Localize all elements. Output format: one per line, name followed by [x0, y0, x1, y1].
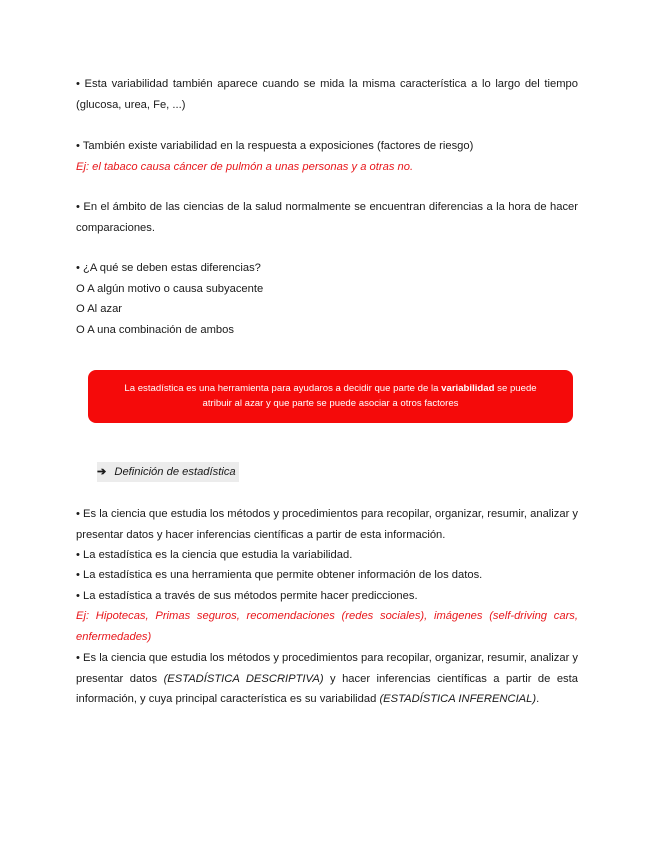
bullet5-text-1: • Es la ciencia que estudia los métodos y procedimientos para recopilar, organizar, resumir, analizar y presentar datos	[76, 652, 579, 685]
paragraph-exposure-variability	[76, 136, 578, 177]
question-option-3: O A una combinación de ambos	[76, 323, 234, 336]
paragraph-variability-time: • Esta variabilidad también aparece cuando se mida la misma característica a lo largo del tiempo (glucosa, urea, Fe, ...)	[76, 78, 578, 111]
question-list	[76, 258, 578, 340]
section-heading-text: Definición de estadística	[114, 466, 236, 478]
definition-example: Ej: Hipotecas, Primas seguros, recomendaciones (redes sociales), imágenes (self-driving cars, enfermedades)	[76, 610, 578, 643]
bullet5-text-2: y hacer inferencias científicas a partir de esta información, y cuya principal característica es su variabilidad	[76, 672, 578, 706]
bullet5-end: .	[536, 693, 540, 706]
definition-bullet-4: • La estadística a través de sus métodos permite hacer predicciones.	[76, 590, 418, 602]
exposure-text: • También existe variabilidad en la respuesta a exposiciones (factores de riesgo)	[76, 140, 474, 152]
callout-text-after: se puede atribuir al azar y que parte se puede asociar a otros factores	[202, 383, 537, 409]
example-tobacco: Ej: el tabaco causa cáncer de pulmón a unas personas y a otras no.	[76, 160, 414, 173]
paragraph-health-sciences: • En el ámbito de las ciencias de la salud normalmente se encuentran diferencias a la hora de hacer comparaciones.	[76, 201, 578, 234]
section-heading	[97, 462, 239, 482]
callout-text-before: La estadística es una herramienta para ayudaros a decidir que parte de la	[124, 383, 442, 394]
question-option-1: O A algún motivo o causa subyacente	[76, 282, 264, 295]
definition-bullet-5	[76, 648, 578, 710]
callout-bold-variabilidad: variabilidad	[441, 383, 495, 394]
arrow-right-icon: ➔	[97, 466, 107, 478]
question-option-2: O Al azar	[76, 303, 123, 316]
bullet5-inferencial: (ESTADÍSTICA INFERENCIAL)	[379, 693, 537, 706]
callout-text	[118, 382, 543, 411]
bullet5-descriptiva: (ESTADÍSTICA DESCRIPTIVA)	[163, 672, 324, 685]
question-title: • ¿A qué se deben estas diferencias?	[76, 262, 261, 274]
definition-bullet-2: • La estadística es la ciencia que estudia la variabilidad.	[76, 549, 353, 561]
definition-bullet-3: • La estadística es una herramienta que permite obtener información de los datos.	[76, 569, 483, 581]
definition-bullet-1: • Es la ciencia que estudia los métodos y procedimientos para recopilar, organizar, resumir, analizar y presentar datos y hacer inferencias científicas a partir de esta información.	[76, 508, 579, 541]
statistics-callout-box	[88, 370, 573, 423]
